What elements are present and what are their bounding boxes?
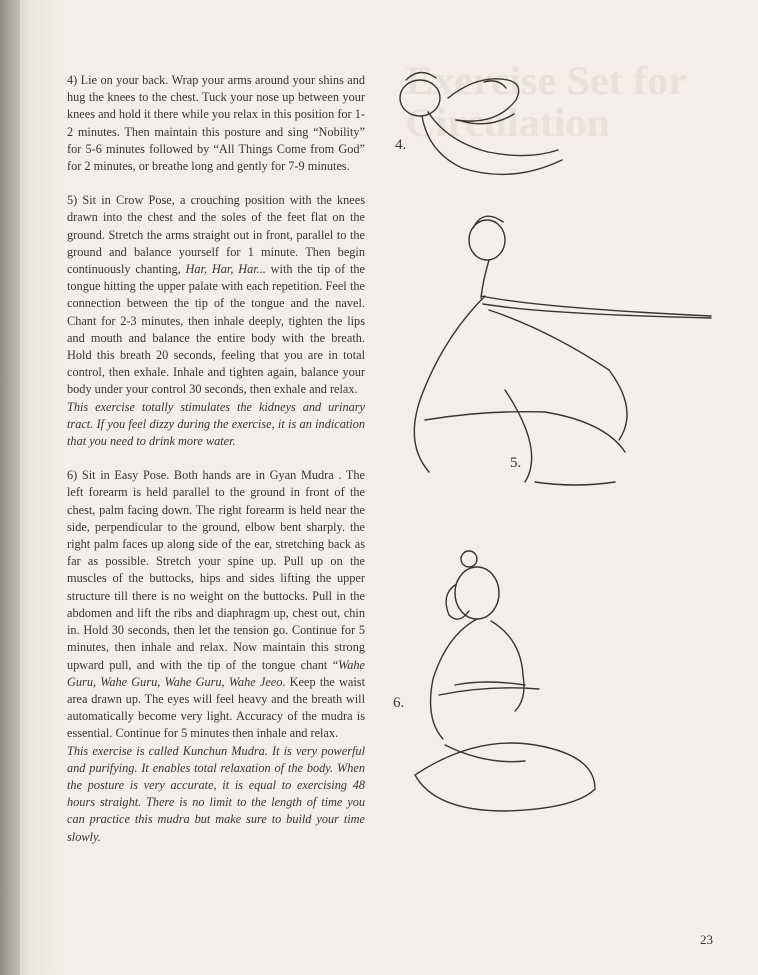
page-number: 23: [700, 932, 713, 947]
chant-text: Har, Har, Har...: [185, 262, 266, 277]
step-5-note: This exercise totally stimulates the kidneys and urinary tract. If you feel dizzy during the exercise, it is an indication that you need to drink more water.: [67, 399, 365, 449]
step-6-note: This exercise is called Kunchun Mudra. It is very powerful and purifying. It enables total relaxation of the body. When the posture is very accurate, it is equal to exercising 48 hours straight. There is no limit to the length of time you can practice this mudra but make sure to build your time slowly.: [67, 743, 365, 844]
step-4-paragraph: 4) Lie on your back. Wrap your arms around your shins and hug the knees to the chest. Tuck your nose up between your knees and hold it there while you relax in this position for 1-2 minutes. Then maintain this posture and sing “Nobility” for 5-6 minutes followed by “All Things Come from God” for 2 minutes, or breathe long and gently for 7-9 minutes.: [67, 73, 365, 174]
instruction-column: [67, 72, 365, 863]
figure-5-label: 5.: [510, 455, 522, 471]
step-6-paragraph: 6) Sit in Easy Pose. Both hands are in Gyan Mudra . The left forearm is held parallel to the ground in front of the chest, palm facing down. The right forearm is held near the side, perpendicular to the ground, elbow bent sharply. the right palm faces up along side of the ear, stretching back as far as possible. Stretch your spine up. Pull up on the muscles of the buttocks, hips and sides lifting the upper structure till there is no weight on the buttocks. Pull in the abdomen and lift the ribs and diaphragm up, chest out, chin in. Hold 30 seconds, then let the tension go. Continue for 5 minutes, then inhale and relax. Now maintain this strong upward pull, and with the tip of the tongue chant “Wahe Guru, Wahe Guru, Wahe Guru, Wahe Jeeo. Keep the waist area drawn up. The eyes will feel heavy and the breath will automatically become very light. Accuracy of the mudra is essential. Continue for 5 minutes then inhale and relax.: [67, 468, 365, 741]
bleed-through-title: Exercise Set for Circulation: [405, 58, 687, 145]
book-spine-shadow: [0, 0, 20, 975]
figure-4-label: 4.: [395, 137, 407, 153]
figure-4-illustration: [388, 68, 568, 178]
step-5-paragraph: 5) Sit in Crow Pose, a crouching position with the knees drawn into the chest and the soles of the feet flat on the ground. Stretch the arms straight out in front, parallel to the ground and balance yourself for 1 minute. Then begin continuously chanting, Har, Har, Har... with the tip of the tongue hitting the upper palate with each repetition. Feel the connection between the tip of the tongue and the navel. Chant for 2-3 minutes, then inhale deeply, tighten the lips and mouth and balance the entire body with the breath. Hold this breath 20 seconds, feeling that you are in total control, then exhale. Inhale and tighten again, balance your body under your control 30 seconds, then exhale and relax.: [67, 193, 365, 397]
figure-6-illustration: [395, 545, 625, 815]
figure-5-illustration: [385, 200, 720, 490]
figure-6-label: 6.: [393, 695, 405, 711]
mantra-text: Wahe Guru, Wahe Guru, Wahe Guru, Wahe Jeeo: [67, 657, 365, 689]
